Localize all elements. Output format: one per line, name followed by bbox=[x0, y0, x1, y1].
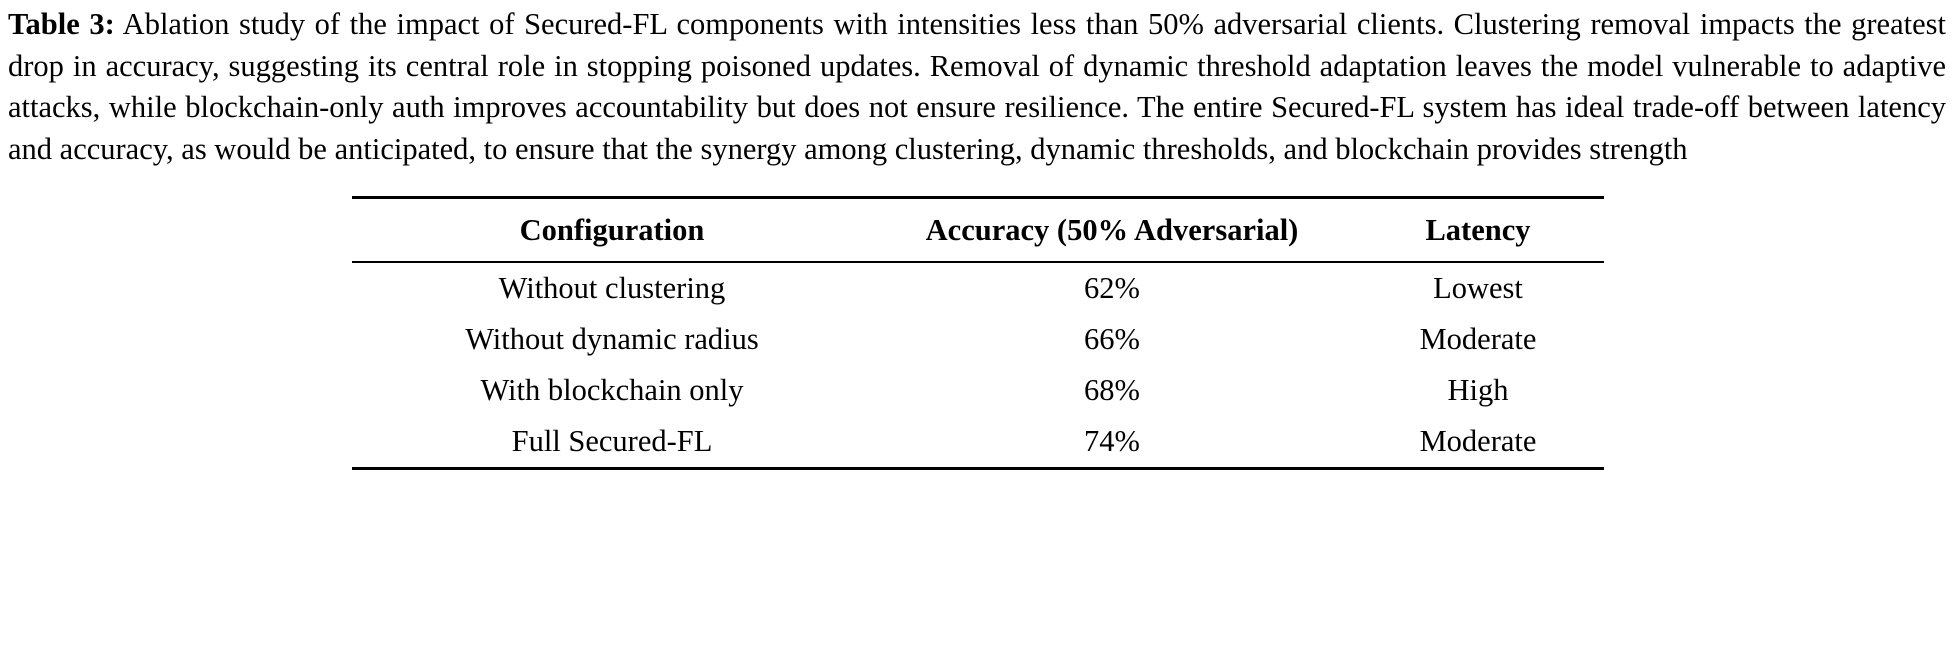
table-row bbox=[352, 365, 1604, 416]
cell-configuration: Without dynamic radius bbox=[465, 322, 759, 356]
table-header bbox=[352, 198, 1604, 263]
cell-latency: Moderate bbox=[1419, 322, 1537, 356]
table-row bbox=[352, 262, 1604, 314]
cell-configuration: Without clustering bbox=[352, 262, 872, 314]
table-header-row bbox=[352, 198, 1604, 263]
cell-configuration: Full Secured-FL bbox=[352, 416, 872, 469]
column-header-latency: Latency bbox=[1352, 198, 1604, 263]
table-row bbox=[352, 314, 1604, 365]
cell-accuracy: 68% bbox=[1084, 373, 1140, 407]
cell-accuracy: 74% bbox=[872, 416, 1352, 469]
cell-configuration: With blockchain only bbox=[480, 373, 744, 407]
table-caption-label: Table 3: bbox=[8, 7, 115, 41]
table-caption bbox=[8, 4, 1948, 170]
table-row bbox=[352, 416, 1604, 469]
cell-accuracy: 62% bbox=[872, 262, 1352, 314]
ablation-results-table bbox=[352, 196, 1604, 470]
table-container bbox=[8, 196, 1948, 470]
table-body bbox=[352, 262, 1604, 469]
cell-latency: High bbox=[1447, 373, 1509, 407]
column-header-accuracy: Accuracy (50% Adversarial) bbox=[872, 198, 1352, 263]
table-caption-text: Ablation study of the impact of Secured-FL components with intensities less than 50% adversarial clients. Clustering removal impacts the greatest drop in accuracy, suggesting its central role in stopping poisoned updates. Removal of dynamic threshold adaptation leaves the model vulnerable to adaptive attacks, while blockchain-only auth improves accountability but does not ensure resilience. The entire Secured-FL system has ideal trade-off between latency and accuracy, as would be anticipated, to ensure that the synergy among clustering, dynamic thresholds, and blockchain provides strength bbox=[8, 7, 1946, 166]
cell-latency: Moderate bbox=[1352, 416, 1604, 469]
cell-latency: Lowest bbox=[1352, 262, 1604, 314]
cell-accuracy: 66% bbox=[1084, 322, 1140, 356]
column-header-configuration: Configuration bbox=[352, 198, 872, 263]
